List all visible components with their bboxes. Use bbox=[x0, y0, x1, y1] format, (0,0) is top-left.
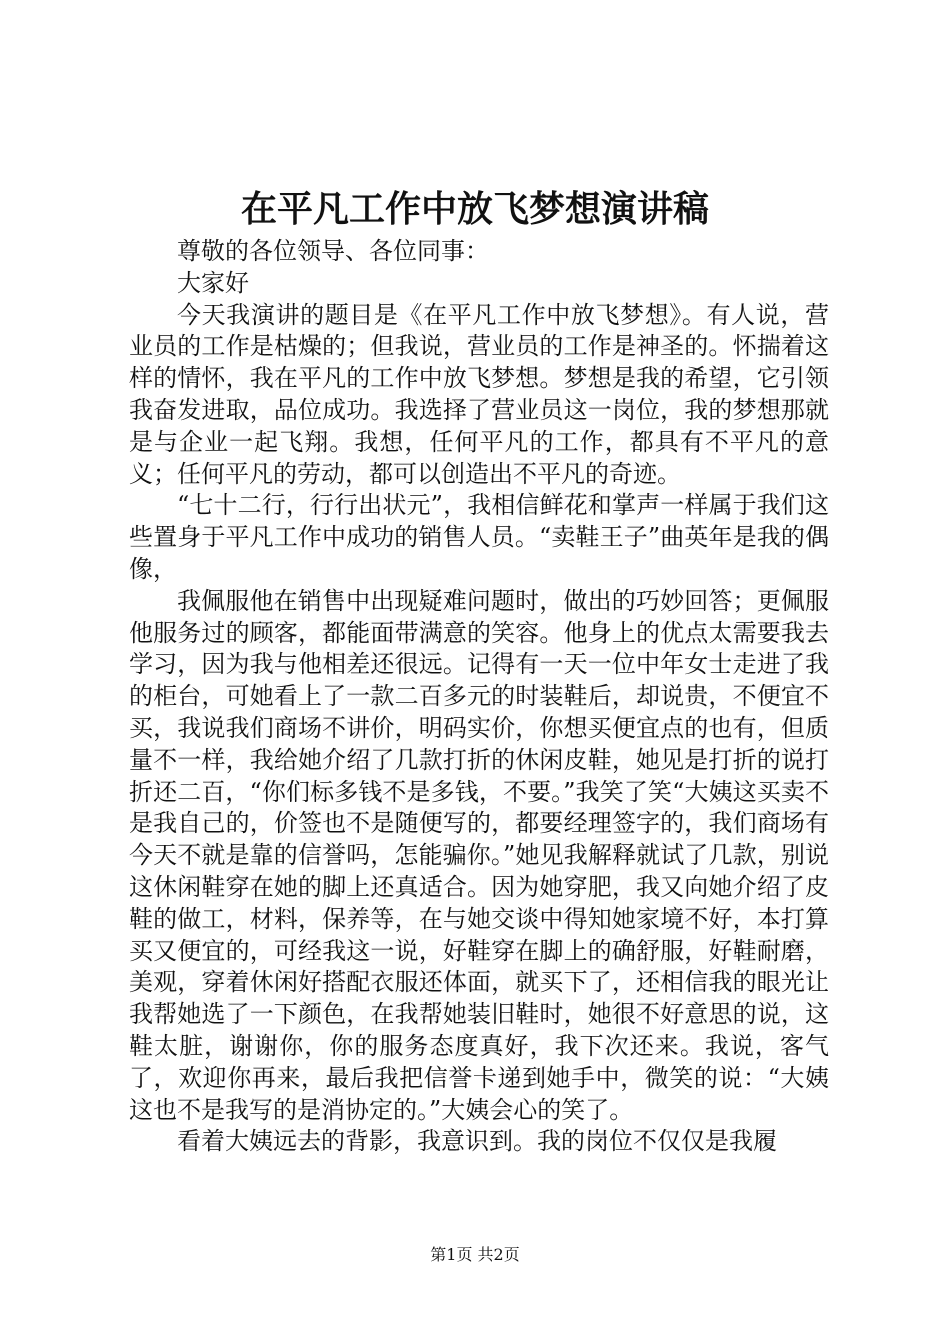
body-paragraph: 今天我演讲的题目是《在平凡工作中放飞梦想》。有人说，营业员的工作是枯燥的；但我说，营业员的工作是神圣的。怀揣着这样的情怀，我在平凡的工作中放飞梦想。梦想是我的希望，它引领我奋发进取，品位成功。我选择了营业员这一岗位，我的梦想那就是与企业一起飞翔。我想，任何平凡的工作，都具有不平凡的意义；任何平凡的劳动，都可以创造出不平凡的奇迹。 bbox=[129, 300, 829, 488]
document-title: 在平凡工作中放飞梦想演讲稿 bbox=[240, 188, 709, 230]
document-body bbox=[129, 236, 829, 1158]
salutation-paragraph: 尊敬的各位领导、各位同事： bbox=[177, 237, 489, 265]
greeting-paragraph: 大家好 bbox=[177, 268, 249, 297]
body-paragraph: 我佩服他在销售中出现疑难问题时，做出的巧妙回答；更佩服他服务过的顾客，都能面带满意的笑容。他身上的优点太需要我去学习，因为我与他相差还很远。记得有一天一位中年女士走进了我的柜台，可她看上了一款二百多元的时装鞋后，却说贵，不便宜不买，我说我们商场不讲价，明码实价，你想买便宜点的也有，但质量不一样，我给她介绍了几款打折的休闲皮鞋，她见是打折的说打折还二百，“你们标多钱不是多钱，不要。”我笑了笑“大姨这买卖不是我自己的，价签也不是随便写的，都要经理签字的，我们商场有今天不就是靠的信誉吗，怎能骗你。”她见我解释就试了几款，别说这休闲鞋穿在她的脚上还真适合。因为她穿肥，我又向她介绍了皮鞋的做工，材料，保养等，在与她交谈中得知她家境不好，本打算买又便宜的，可经我这一说，好鞋穿在脚上的确舒服，好鞋耐磨，美观，穿着休闲好搭配衣服还体面，就买下了，还相信我的眼光让我帮她选了一下颜色，在我帮她装旧鞋时，她很不好意思的说，这鞋太脏，谢谢你，你的服务态度真好，我下次还来。我说，客气了，欢迎你再来，最后我把信誉卡递到她手中，微笑的说：“大姨这也不是我写的是消协定的。”大姨会心的笑了。 bbox=[129, 586, 829, 1124]
page-footer: 第1页 共2页 bbox=[430, 1245, 520, 1264]
body-paragraph: 看着大姨远去的背影，我意识到。我的岗位不仅仅是我履 bbox=[177, 1127, 777, 1156]
body-paragraph: “七十二行，行行出状元”，我相信鲜花和掌声一样属于我们这些置身于平凡工作中成功的销售人员。“卖鞋王子”曲英年是我的偶像， bbox=[129, 491, 829, 583]
